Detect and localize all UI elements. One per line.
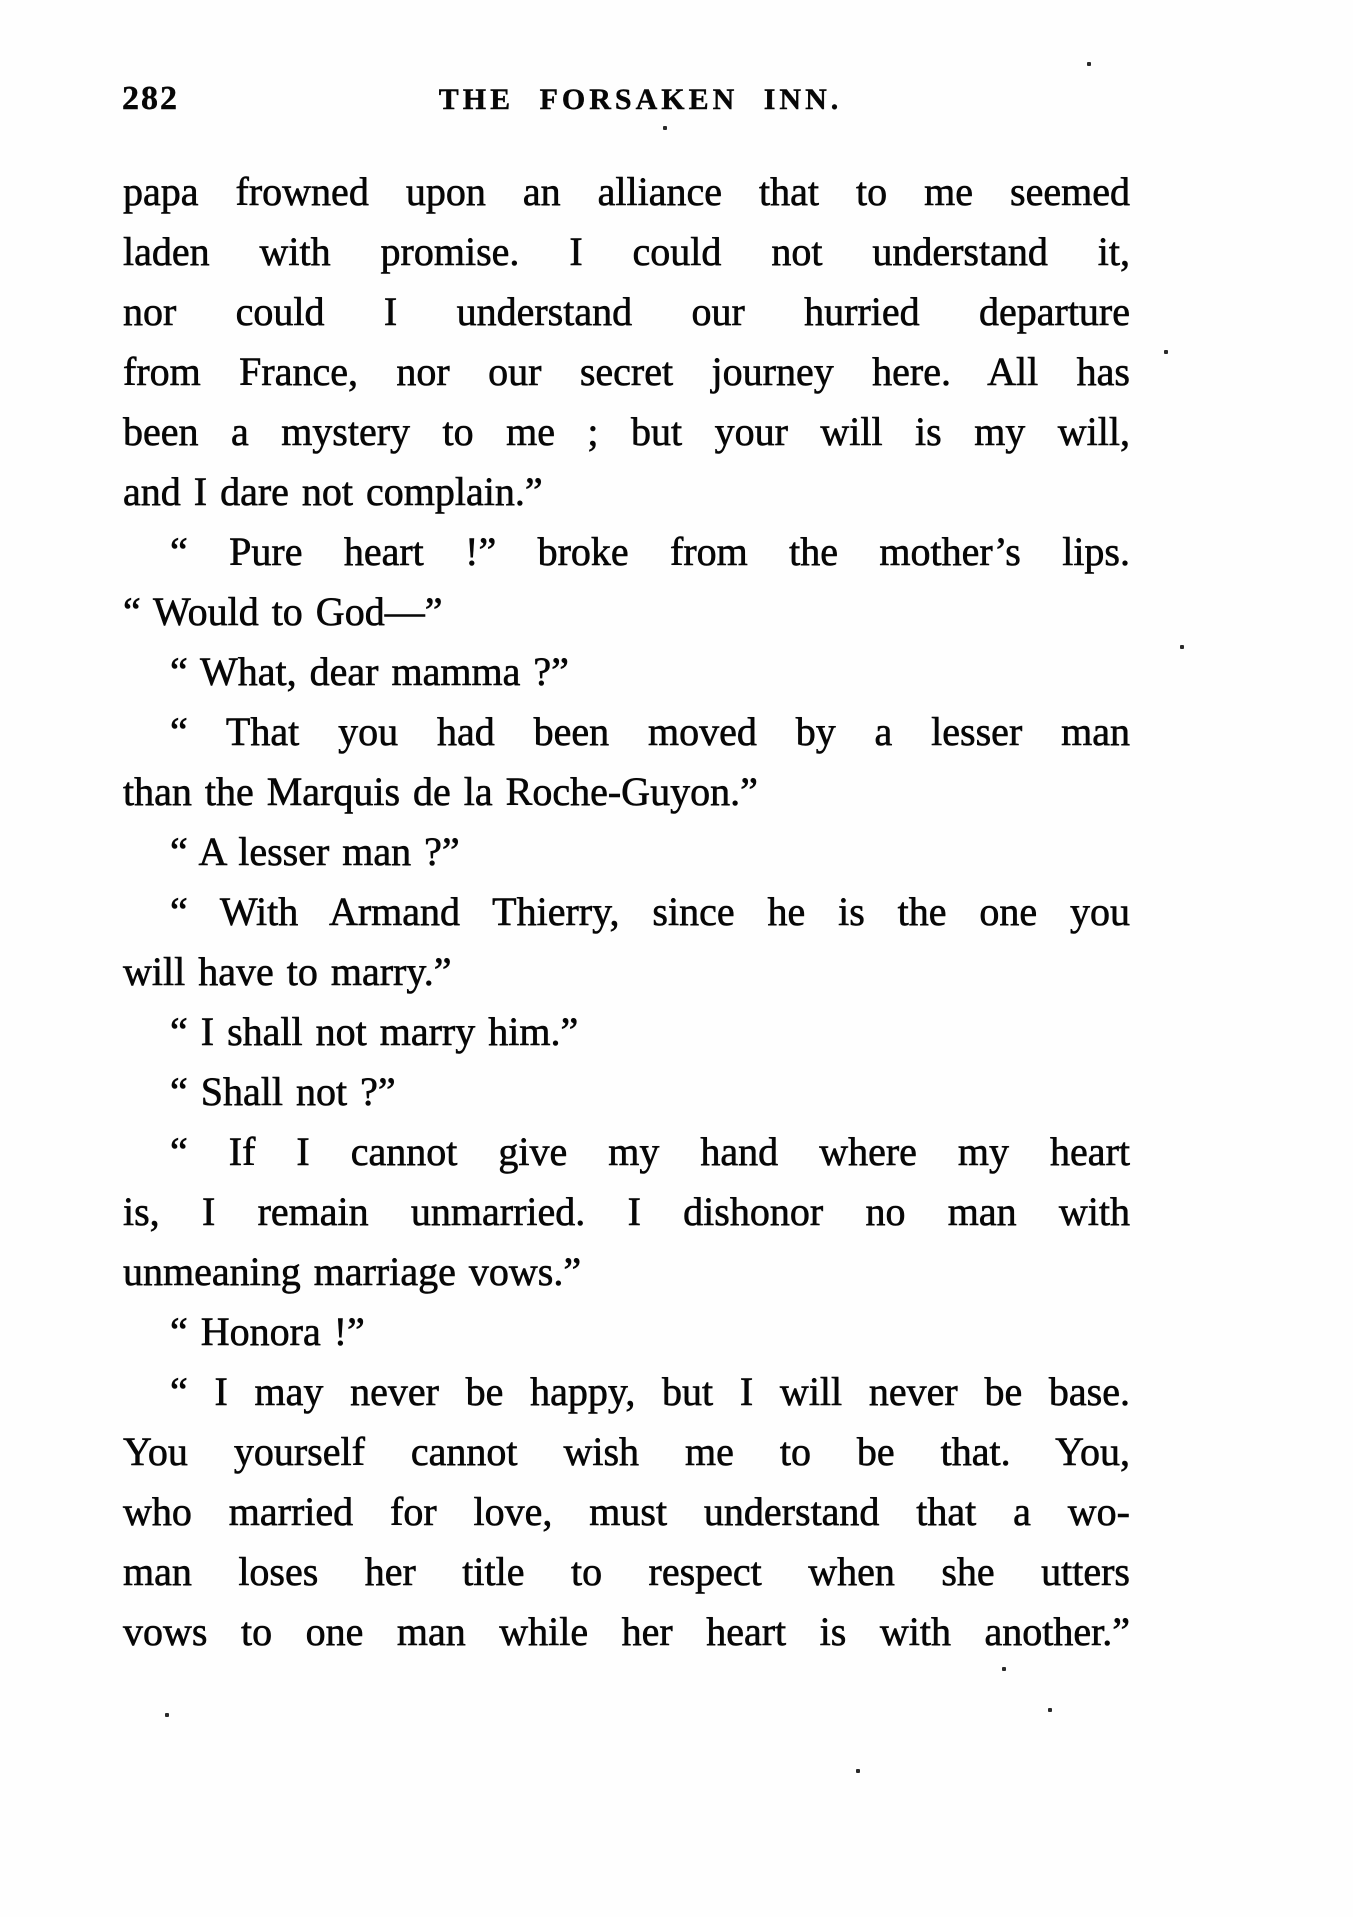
text-line: You yourself cannot wish me to be that. You, — [123, 1429, 1130, 1474]
text-line: “ Shall not ?” — [170, 1069, 396, 1114]
text-line: “ That you had been moved by a lesser man — [170, 709, 1130, 754]
text-line: “ I may never be happy, but I will never be base. — [170, 1369, 1130, 1414]
text-line: “ If I cannot give my hand where my heart — [170, 1129, 1130, 1174]
scan-speck — [165, 1713, 169, 1717]
running-title: THE FORSAKEN INN. — [438, 83, 843, 116]
scan-speck — [1048, 1708, 1052, 1712]
text-line: “ What, dear mamma ?” — [170, 649, 569, 694]
text-line: will have to marry.” — [123, 949, 452, 994]
text-line: man loses her title to respect when she utters — [123, 1549, 1130, 1594]
text-line: and I dare not complain.” — [123, 469, 543, 514]
text-line: “ Honora !” — [170, 1309, 365, 1354]
scan-speck — [663, 126, 667, 130]
scan-speck — [1180, 645, 1184, 649]
text-line: “ With Armand Thierry, since he is the one you — [170, 889, 1130, 934]
page-body — [123, 162, 1130, 1662]
text-line: unmeaning marriage vows.” — [123, 1249, 582, 1294]
text-line: than the Marquis de la Roche-Guyon.” — [123, 769, 758, 814]
scan-speck — [1164, 350, 1168, 354]
text-line: who married for love, must understand that a wo- — [123, 1489, 1130, 1534]
scan-speck — [856, 1769, 860, 1773]
text-line: laden with promise. I could not understand it, — [123, 229, 1130, 274]
text-line: “ Pure heart !” broke from the mother’s lips. — [170, 529, 1130, 574]
text-line: “ A lesser man ?” — [170, 829, 460, 874]
page-number: 282 — [122, 80, 179, 117]
text-line: “ Would to God—” — [123, 589, 443, 634]
scan-speck — [1087, 62, 1091, 66]
text-line: “ I shall not marry him.” — [170, 1009, 579, 1054]
text-line: been a mystery to me ; but your will is my will, — [123, 409, 1130, 454]
text-line: nor could I understand our hurried departure — [123, 289, 1130, 334]
text-line: papa frowned upon an alliance that to me seemed — [123, 169, 1130, 214]
text-line: is, I remain unmarried. I dishonor no man with — [123, 1189, 1130, 1234]
text-line: from France, nor our secret journey here. All has — [123, 349, 1130, 394]
scan-speck — [1002, 1667, 1006, 1671]
text-line: vows to one man while her heart is with another.” — [123, 1609, 1130, 1654]
